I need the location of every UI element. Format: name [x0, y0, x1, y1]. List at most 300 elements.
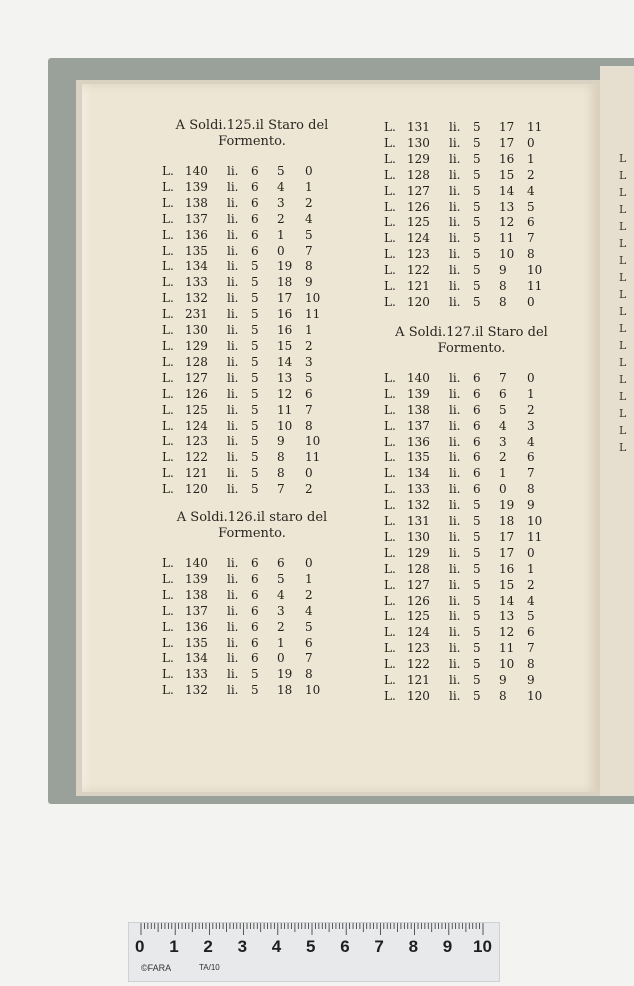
table-cell: li. — [227, 211, 239, 226]
table-row — [162, 259, 342, 275]
table-row — [162, 403, 342, 419]
table-cell: li. — [227, 651, 239, 666]
table-row — [384, 689, 559, 705]
table-cell: 4 — [527, 434, 535, 449]
table-cell: 138 — [185, 587, 208, 602]
table-cell: li. — [449, 263, 461, 278]
table-cell: 2 — [305, 338, 313, 353]
table-row — [162, 651, 342, 667]
table-cell: L. — [384, 657, 396, 672]
table-cell: L. — [384, 135, 396, 150]
table-cell: li. — [449, 418, 461, 433]
table-cell: L. — [162, 450, 174, 465]
ruler-number: 3 — [237, 937, 248, 956]
table-cell: L. — [384, 450, 396, 465]
table-cell: L. — [384, 402, 396, 417]
table-cell: li. — [449, 466, 461, 481]
table-cell: 10 — [527, 689, 543, 703]
table-cell: 124 — [407, 625, 430, 640]
table-cell: 7 — [527, 231, 535, 246]
table-row — [384, 594, 559, 610]
table-row — [162, 212, 342, 228]
ruler-ticks — [137, 923, 489, 937]
table-cell: 6 — [527, 450, 535, 465]
table-cell: 18 — [499, 514, 515, 529]
table-cell: 3 — [277, 195, 285, 210]
table-row — [384, 419, 559, 435]
table-cell: li. — [449, 183, 461, 198]
table-cell: 10 — [277, 418, 293, 433]
table-cell: 2 — [527, 577, 535, 592]
table-row — [384, 546, 559, 562]
table-row — [162, 323, 342, 339]
table-cell: L. — [384, 231, 396, 246]
table-cell: li. — [449, 482, 461, 497]
table-row — [162, 164, 342, 180]
table-cell: L. — [384, 593, 396, 608]
table-cell: 133 — [407, 482, 430, 497]
table-cell: 128 — [185, 354, 208, 369]
table-row — [162, 620, 342, 636]
table-cell: 140 — [185, 164, 208, 178]
table-cell: 7 — [527, 641, 535, 656]
table-cell: 1 — [277, 227, 285, 242]
margin-letter: L — [619, 373, 627, 386]
table-cell: li. — [449, 247, 461, 262]
table-cell: L. — [384, 434, 396, 449]
table-cell: 6 — [251, 651, 259, 666]
table-cell: L. — [162, 651, 174, 666]
table-cell: 129 — [407, 151, 430, 166]
table-cell: L. — [162, 164, 174, 178]
margin-letter: L — [619, 203, 627, 216]
table-cell: 10 — [305, 434, 321, 449]
table-cell: 134 — [407, 466, 430, 481]
table-row — [384, 466, 559, 482]
table-cell: li. — [449, 577, 461, 592]
table-cell: 5 — [251, 482, 259, 497]
table-cell: 137 — [185, 603, 208, 618]
table-cell: 5 — [473, 199, 481, 214]
table-cell: 5 — [473, 247, 481, 262]
table-cell: 6 — [527, 625, 535, 640]
table-cell: 129 — [407, 545, 430, 560]
table-cell: 17 — [277, 291, 293, 306]
table-cell: li. — [449, 135, 461, 150]
table-cell: 16 — [499, 151, 515, 166]
table-cell: L. — [384, 561, 396, 576]
table-cell: 19 — [277, 667, 293, 682]
table-cell: 138 — [407, 402, 430, 417]
table-cell: L. — [384, 641, 396, 656]
table-cell: 6 — [473, 386, 481, 401]
table-cell: li. — [227, 338, 239, 353]
table-cell: 0 — [277, 243, 285, 258]
table-row — [162, 355, 342, 371]
table-cell: 5 — [251, 434, 259, 449]
table-cell: 126 — [407, 199, 430, 214]
table-cell: 11 — [499, 641, 515, 656]
ruler-number: 6 — [340, 937, 350, 956]
table-cell: 8 — [499, 279, 507, 294]
table-cell: 5 — [473, 135, 481, 150]
table-cell: 1 — [305, 571, 313, 586]
table-cell: 5 — [251, 338, 259, 353]
table-cell: 11 — [499, 231, 515, 246]
table-cell: L. — [384, 120, 396, 134]
table-cell: 127 — [407, 577, 430, 592]
table-cell: 125 — [185, 402, 208, 417]
margin-letter: L — [619, 254, 627, 267]
table-cell: 11 — [527, 529, 543, 544]
table-cell: li. — [227, 307, 239, 322]
table-cell: L. — [162, 683, 174, 698]
table-cell: 134 — [185, 651, 208, 666]
table-cell: 1 — [277, 635, 285, 650]
table-cell: 128 — [407, 167, 430, 182]
table-row — [162, 419, 342, 435]
table-cell: li. — [449, 386, 461, 401]
table-cell: 18 — [277, 683, 293, 698]
measurement-ruler — [128, 922, 500, 982]
table-cell: 5 — [473, 593, 481, 608]
table-cell: 10 — [499, 247, 515, 262]
ruler-number: 7 — [374, 937, 384, 956]
table-cell: 6 — [251, 556, 259, 571]
table-cell: 6 — [473, 418, 481, 433]
table-cell: 1 — [499, 466, 507, 481]
table-cell: 6 — [473, 370, 481, 385]
table-cell: 6 — [473, 434, 481, 449]
table-cell: 123 — [185, 434, 208, 449]
table-row — [162, 275, 342, 291]
table-cell: li. — [449, 625, 461, 640]
ruler-number: 4 — [271, 937, 282, 956]
table-cell: li. — [449, 279, 461, 294]
table-cell: L. — [384, 498, 396, 513]
table-cell: 130 — [407, 135, 430, 150]
table-cell: 8 — [527, 247, 535, 262]
table-cell: 122 — [407, 657, 430, 672]
table-row — [162, 482, 342, 498]
table-cell: 4 — [527, 593, 535, 608]
table-cell: 0 — [305, 164, 313, 178]
table-cell: 5 — [251, 291, 259, 306]
table-cell: 5 — [251, 354, 259, 369]
table-cell: 16 — [499, 561, 515, 576]
table-cell: 1 — [527, 561, 535, 576]
margin-letter: L — [619, 339, 627, 352]
table-cell: 121 — [407, 279, 430, 294]
table-cell: L. — [384, 183, 396, 198]
table-cell: L. — [384, 689, 396, 703]
table-cell: 5 — [499, 402, 507, 417]
margin-letter: L — [619, 322, 627, 335]
table-cell: 12 — [277, 386, 293, 401]
table-cell: li. — [227, 243, 239, 258]
table-cell: 10 — [527, 263, 543, 278]
table-row — [162, 371, 342, 387]
table-cell: 5 — [473, 545, 481, 560]
table-cell: 5 — [473, 673, 481, 688]
table-cell: li. — [449, 199, 461, 214]
table-cell: 13 — [277, 370, 293, 385]
table-cell: li. — [227, 667, 239, 682]
table-cell: L. — [162, 179, 174, 194]
table-cell: L. — [162, 354, 174, 369]
table-cell: li. — [449, 215, 461, 230]
table-row — [162, 244, 342, 260]
table-cell: li. — [449, 498, 461, 513]
table-row — [162, 434, 342, 450]
table-cell: 8 — [305, 418, 313, 433]
table-cell: L. — [384, 418, 396, 433]
table-cell: 6 — [251, 571, 259, 586]
table-row — [384, 514, 559, 530]
table-cell: 8 — [305, 259, 313, 274]
section-heading — [162, 510, 342, 542]
table-cell: L. — [384, 673, 396, 688]
table-cell: 1 — [527, 386, 535, 401]
table-cell: 8 — [305, 667, 313, 682]
table-cell: L. — [384, 545, 396, 560]
table-cell: L. — [162, 603, 174, 618]
table-cell: 7 — [277, 482, 285, 497]
table-cell: L. — [384, 466, 396, 481]
table-cell: 5 — [473, 279, 481, 294]
table-cell: 11 — [277, 402, 293, 417]
table-cell: 4 — [277, 587, 285, 602]
table-cell: li. — [227, 482, 239, 497]
table-cell: 17 — [499, 135, 515, 150]
table-cell: li. — [449, 561, 461, 576]
table-cell: li. — [227, 402, 239, 417]
table-cell: 16 — [277, 307, 293, 322]
table-cell: 18 — [277, 275, 293, 290]
table-row — [384, 387, 559, 403]
table-row — [162, 636, 342, 652]
table-cell: 139 — [407, 386, 430, 401]
table-cell: li. — [449, 120, 461, 134]
table-cell: li. — [227, 619, 239, 634]
table-cell: 3 — [277, 603, 285, 618]
table-cell: 13 — [499, 609, 515, 624]
table-cell: L. — [162, 434, 174, 449]
table-row — [162, 556, 342, 572]
table-cell: 126 — [407, 593, 430, 608]
table-row — [162, 180, 342, 196]
ruler-number: 5 — [306, 937, 316, 956]
table-cell: 132 — [407, 498, 430, 513]
table-cell: 5 — [527, 609, 535, 624]
table-cell: L. — [162, 619, 174, 634]
table-cell: 2 — [305, 195, 313, 210]
table-cell: L. — [384, 577, 396, 592]
table-cell: 6 — [251, 179, 259, 194]
table-cell: 134 — [185, 259, 208, 274]
section-heading-line: Formento. — [218, 526, 286, 542]
table-cell: li. — [227, 323, 239, 338]
table-cell: 6 — [305, 635, 313, 650]
table-cell: L. — [384, 482, 396, 497]
table-cell: L. — [162, 195, 174, 210]
table-cell: L. — [162, 259, 174, 274]
table-cell: 0 — [527, 294, 535, 309]
section-heading-line: A Soldi.127.il Staro del — [395, 324, 548, 340]
table-cell: 7 — [305, 243, 313, 258]
table-cell: li. — [449, 450, 461, 465]
table-cell: L. — [384, 215, 396, 230]
table-row — [384, 200, 559, 216]
table-cell: li. — [227, 179, 239, 194]
table-cell: 128 — [407, 561, 430, 576]
table-cell: 5 — [473, 167, 481, 182]
table-cell: 8 — [527, 482, 535, 497]
table-cell: 1 — [305, 179, 313, 194]
table-cell: li. — [449, 167, 461, 182]
table-cell: 5 — [527, 199, 535, 214]
table-cell: 5 — [251, 275, 259, 290]
table-cell: 11 — [305, 307, 321, 322]
table-cell: 2 — [305, 482, 313, 497]
table-row — [384, 215, 559, 231]
table-cell: 7 — [305, 402, 313, 417]
table-cell: li. — [227, 571, 239, 586]
table-cell: 140 — [407, 370, 430, 385]
margin-letter: L — [619, 271, 627, 284]
table-cell: 12 — [499, 215, 515, 230]
table-cell: 7 — [499, 370, 507, 385]
table-cell: li. — [227, 450, 239, 465]
table-row — [384, 403, 559, 419]
table-row — [162, 588, 342, 604]
table-cell: li. — [227, 227, 239, 242]
table-cell: li. — [449, 370, 461, 385]
table-cell: L. — [384, 151, 396, 166]
table-cell: 5 — [251, 307, 259, 322]
section-heading-line: A Soldi.126.il staro del — [176, 510, 328, 526]
facing-page-margin-letters — [619, 150, 633, 456]
table-cell: 15 — [499, 577, 515, 592]
table-row — [162, 450, 342, 466]
table-cell: 5 — [473, 609, 481, 624]
table-row — [384, 120, 559, 136]
table-cell: L. — [384, 294, 396, 309]
table-row — [384, 263, 559, 279]
table-cell: L. — [162, 275, 174, 290]
table-cell: 5 — [251, 370, 259, 385]
table-cell: li. — [449, 609, 461, 624]
table-cell: 16 — [277, 323, 293, 338]
table-cell: 5 — [305, 227, 313, 242]
table-cell: 131 — [407, 120, 430, 134]
table-cell: 135 — [185, 243, 208, 258]
table-cell: 9 — [305, 275, 313, 290]
table-row — [384, 641, 559, 657]
table-cell: 17 — [499, 529, 515, 544]
table-cell: 4 — [305, 211, 313, 226]
table-cell: 19 — [277, 259, 293, 274]
table-row — [384, 530, 559, 546]
table-cell: 122 — [407, 263, 430, 278]
table-row — [384, 625, 559, 641]
table-cell: 120 — [407, 689, 430, 703]
table-cell: L. — [162, 291, 174, 306]
table-cell: 2 — [527, 167, 535, 182]
table-cell: 5 — [473, 215, 481, 230]
table-cell: 6 — [251, 211, 259, 226]
table-row — [384, 482, 559, 498]
table-cell: 5 — [277, 571, 285, 586]
table-cell: 10 — [527, 514, 543, 529]
table-cell: 123 — [407, 247, 430, 262]
margin-letter: L — [619, 220, 627, 233]
right-column — [384, 120, 559, 705]
table-cell: L. — [162, 338, 174, 353]
margin-letter: L — [619, 305, 627, 318]
table-cell: 6 — [305, 386, 313, 401]
table-cell: L. — [162, 571, 174, 586]
table-cell: li. — [449, 434, 461, 449]
margin-letter: L — [619, 186, 627, 199]
table-cell: 5 — [473, 263, 481, 278]
section-heading — [162, 118, 342, 150]
table-cell: 5 — [251, 450, 259, 465]
table-cell: 8 — [499, 294, 507, 309]
table-cell: L. — [162, 243, 174, 258]
table-cell: 9 — [499, 673, 507, 688]
table-cell: 1 — [305, 323, 313, 338]
table-cell: 5 — [473, 294, 481, 309]
table-cell: 2 — [277, 619, 285, 634]
table-row — [384, 673, 559, 689]
margin-letter: L — [619, 356, 627, 369]
table-cell: 125 — [407, 609, 430, 624]
table-cell: 2 — [499, 450, 507, 465]
table-cell: 122 — [185, 450, 208, 465]
table-cell: li. — [227, 466, 239, 481]
table-cell: li. — [227, 587, 239, 602]
table-row — [384, 498, 559, 514]
table-cell: 9 — [499, 263, 507, 278]
table-cell: 19 — [499, 498, 515, 513]
table-row — [162, 604, 342, 620]
table-row — [384, 371, 559, 387]
table-cell: 135 — [407, 450, 430, 465]
table-cell: 5 — [473, 120, 481, 134]
table-cell: 6 — [251, 243, 259, 258]
table-cell: 5 — [473, 625, 481, 640]
table-cell: 129 — [185, 338, 208, 353]
table-cell: 4 — [305, 603, 313, 618]
table-cell: li. — [227, 370, 239, 385]
table-cell: 5 — [473, 529, 481, 544]
margin-letter: L — [619, 441, 627, 454]
table-cell: 11 — [527, 120, 543, 134]
margin-letter: L — [619, 424, 627, 437]
table-row — [384, 136, 559, 152]
table-cell: 4 — [499, 418, 507, 433]
table-row — [162, 291, 342, 307]
table-cell: 6 — [251, 619, 259, 634]
table-cell: 124 — [185, 418, 208, 433]
table-cell: li. — [227, 603, 239, 618]
table-cell: L. — [162, 323, 174, 338]
table-row — [384, 152, 559, 168]
table-cell: 0 — [527, 135, 535, 150]
table-cell: 3 — [527, 418, 535, 433]
table-row — [384, 231, 559, 247]
